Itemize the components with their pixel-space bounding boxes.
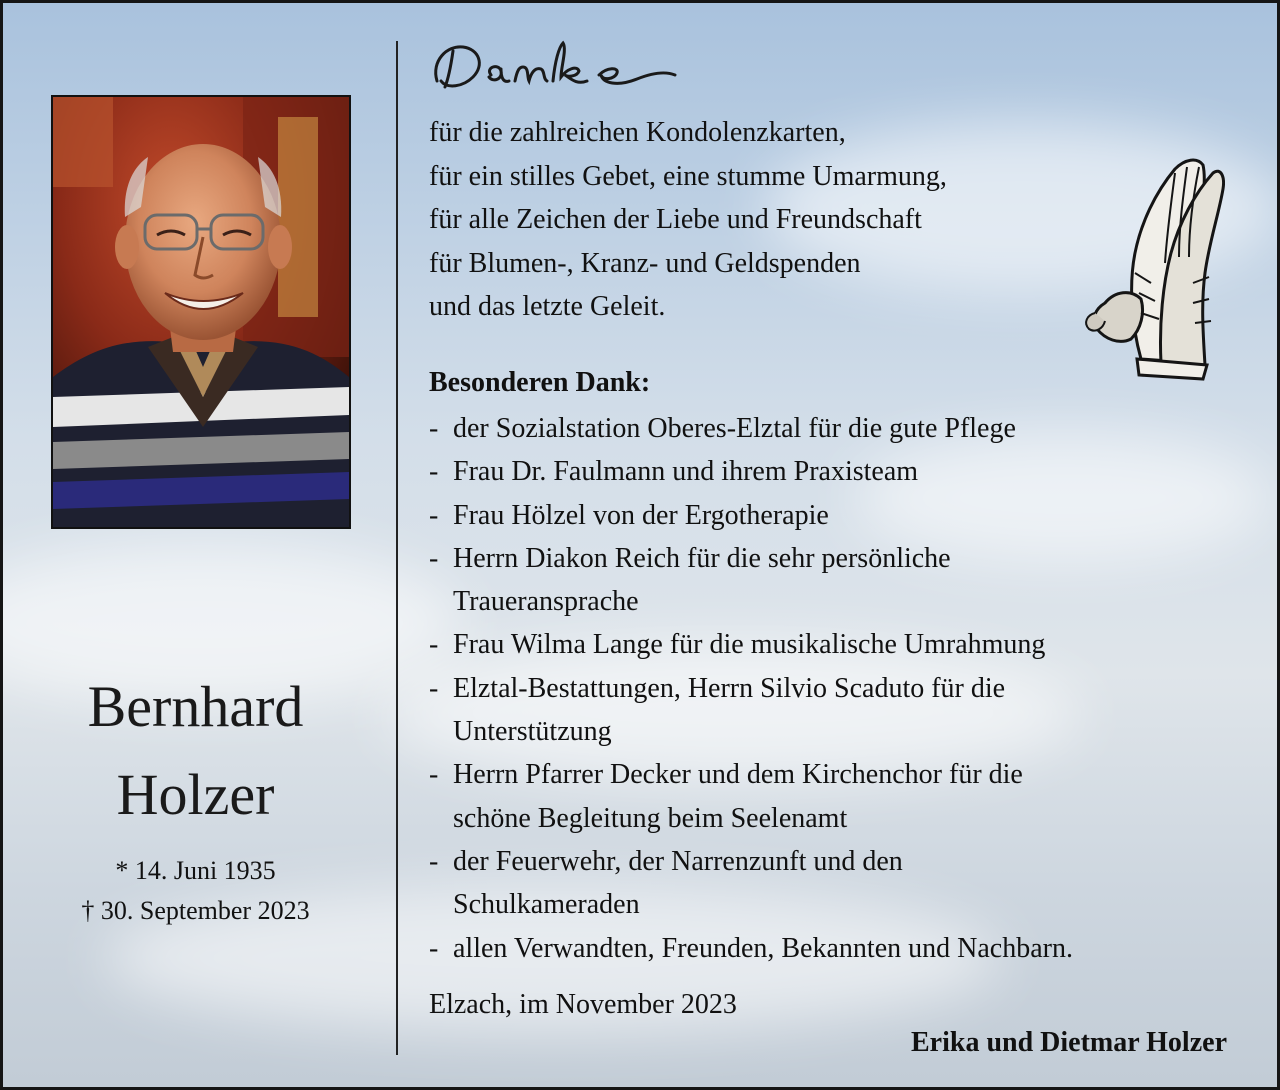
intro-line: und das letzte Geleit. xyxy=(429,291,666,322)
list-item xyxy=(429,927,1269,970)
list-dash: - xyxy=(429,456,439,488)
birth-date: * 14. Juni 1935 xyxy=(115,856,276,885)
list-dash: - xyxy=(429,629,439,661)
list-item-line: der Sozialstation Oberes-Elztal für die gute Pflege xyxy=(453,413,1016,444)
intro-line: für die zahlreichen Kondolenzkarten, xyxy=(429,117,846,148)
list-item xyxy=(429,623,1269,666)
special-thanks-heading: Besonderen Dank: xyxy=(429,367,651,398)
list-item-line: Frau Wilma Lange für die musikalische Umrahmung xyxy=(453,629,1046,661)
first-name: Bernhard xyxy=(87,674,304,739)
list-item-line: Herrn Diakon Reich für die sehr persönliche xyxy=(453,542,951,574)
list-item-line: Schulkameraden xyxy=(453,889,640,921)
list-dash: - xyxy=(429,759,439,791)
place-and-date: Elzach, im November 2023 xyxy=(429,989,737,1020)
praying-hands-icon xyxy=(1075,153,1225,381)
list-dash: - xyxy=(429,845,439,877)
list-item-line: Frau Hölzel von der Ergotherapie xyxy=(453,499,829,531)
list-item-line: Frau Dr. Faulmann und ihrem Praxisteam xyxy=(453,456,919,488)
signature-names: Erika und Dietmar Holzer xyxy=(910,1027,1227,1058)
last-name: Holzer xyxy=(116,762,275,827)
special-thanks-list xyxy=(429,407,1269,970)
list-dash: - xyxy=(429,499,439,531)
list-item xyxy=(429,407,1269,450)
intro-line: für ein stilles Gebet, eine stumme Umarmung, xyxy=(429,160,947,192)
portrait-image xyxy=(53,97,349,527)
list-item xyxy=(429,494,1269,537)
thanks-intro xyxy=(429,111,1129,329)
list-item-line: Herrn Pfarrer Decker und dem Kirchenchor für die xyxy=(453,759,1023,791)
list-item xyxy=(429,840,1269,927)
danke-script-heading xyxy=(427,31,687,103)
deceased-name xyxy=(23,663,368,839)
list-dash: - xyxy=(429,413,439,444)
vertical-divider xyxy=(396,41,398,1055)
list-item xyxy=(429,667,1269,754)
list-item-line: der Feuerwehr, der Narrenzunft und den xyxy=(453,845,903,877)
list-dash: - xyxy=(429,672,439,704)
list-item-line: schöne Begleitung beim Seelenamt xyxy=(453,802,848,834)
list-item-line: Traueransprache xyxy=(453,586,639,618)
list-item xyxy=(429,450,1269,493)
intro-line: für alle Zeichen der Liebe und Freundschaft xyxy=(429,204,922,235)
list-item xyxy=(429,753,1269,840)
portrait-photo xyxy=(51,95,351,529)
list-dash: - xyxy=(429,932,439,964)
death-date: † 30. September 2023 xyxy=(81,896,310,925)
list-item-line: Unterstützung xyxy=(453,716,612,748)
intro-line: für Blumen-, Kranz- und Geldspenden xyxy=(429,247,861,279)
list-item-line: Elztal-Bestattungen, Herrn Silvio Scaduto für die xyxy=(453,672,1006,704)
list-item-line: allen Verwandten, Freunden, Bekannten und Nachbarn. xyxy=(453,932,1073,964)
life-dates xyxy=(23,851,368,931)
list-item xyxy=(429,537,1269,624)
list-dash: - xyxy=(429,542,439,574)
